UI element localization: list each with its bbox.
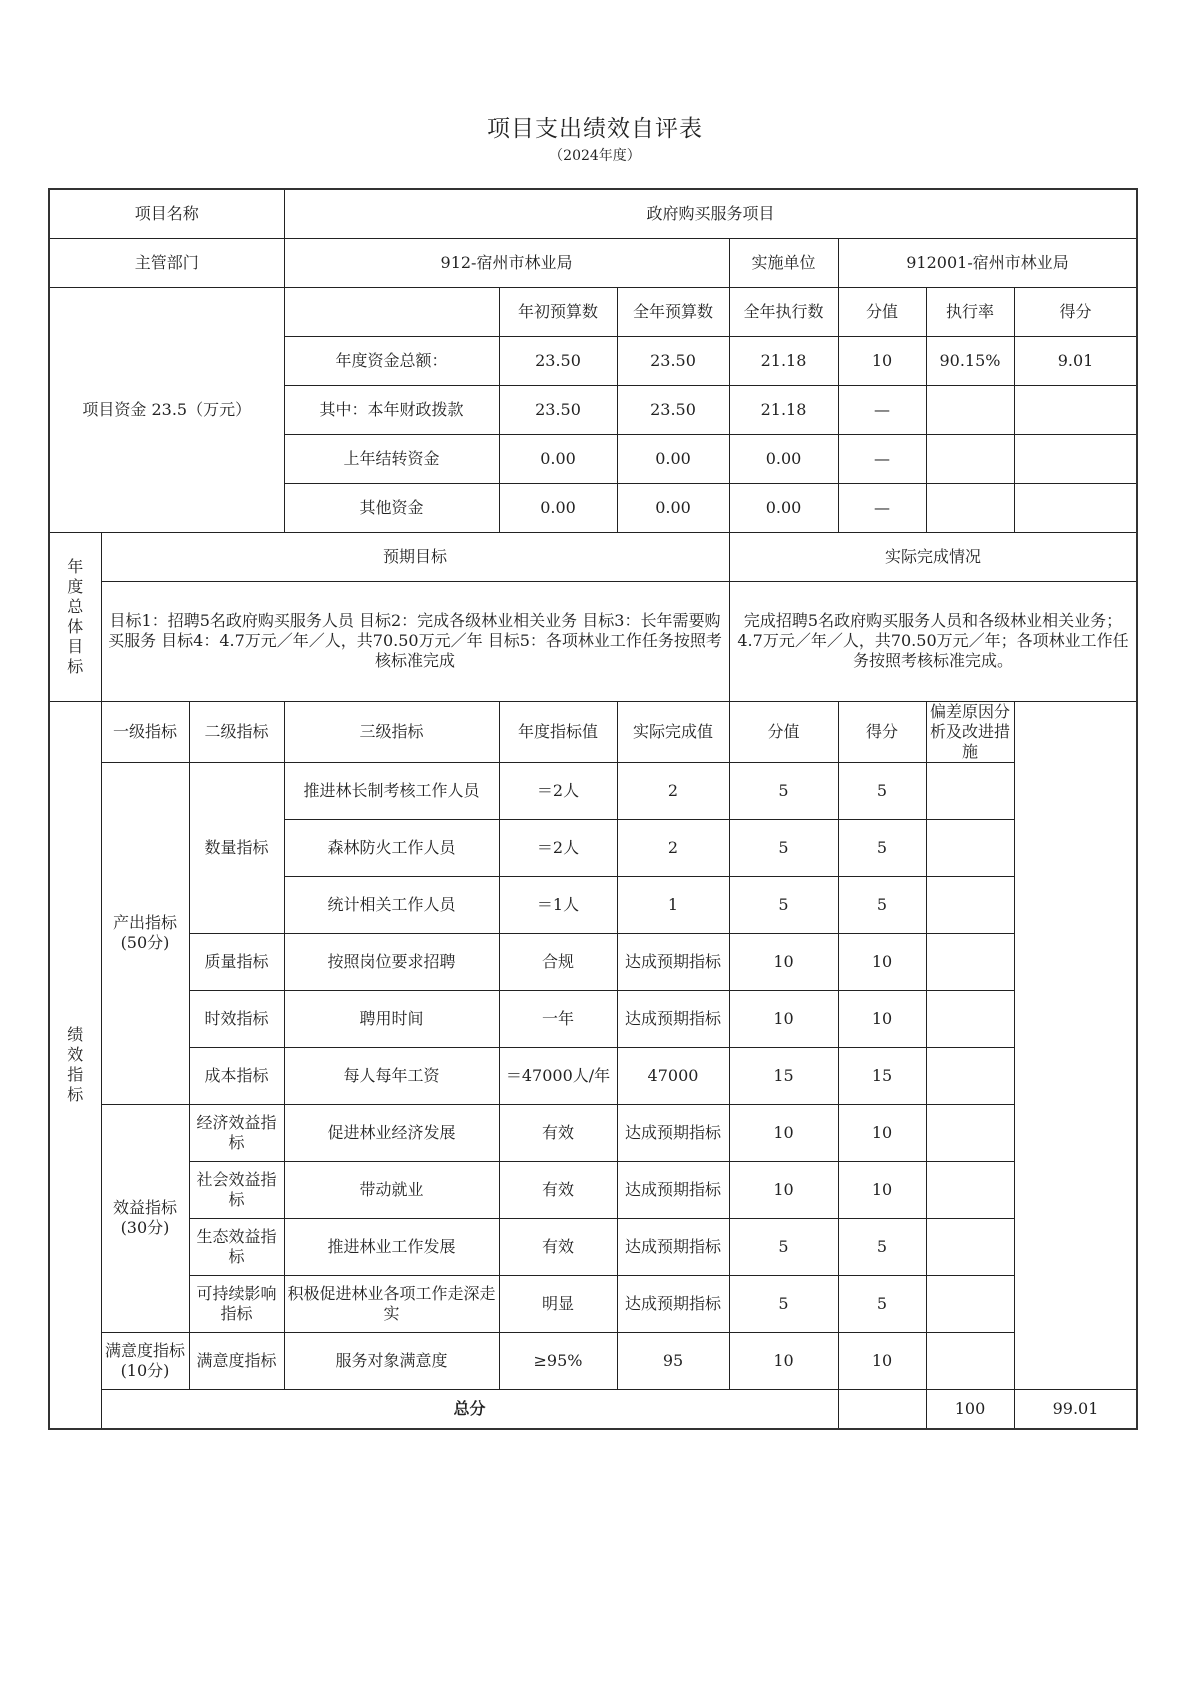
indicator-actual: 1 xyxy=(617,876,729,933)
funds-row-executed: 21.18 xyxy=(729,385,838,434)
indicator-target: 合规 xyxy=(499,933,617,990)
indicator-actual: 2 xyxy=(617,819,729,876)
level2-economic: 经济效益指标 xyxy=(189,1104,284,1161)
funds-row-initial: 23.50 xyxy=(499,336,617,385)
header-actual-value: 实际完成值 xyxy=(617,701,729,762)
funds-header-executed: 全年执行数 xyxy=(729,287,838,336)
indicator-target: ＝2人 xyxy=(499,819,617,876)
indicator-score: 10 xyxy=(838,933,926,990)
funds-row-score: 9.01 xyxy=(1014,336,1137,385)
funds-row-weight: — xyxy=(838,483,926,532)
indicator-name: 按照岗位要求招聘 xyxy=(284,933,499,990)
level2-quantity: 数量指标 xyxy=(189,762,284,933)
funds-row-annual: 0.00 xyxy=(617,434,729,483)
indicator-weight: 5 xyxy=(729,1275,838,1332)
indicator-target: 一年 xyxy=(499,990,617,1047)
indicator-name: 带动就业 xyxy=(284,1161,499,1218)
funds-row-initial: 23.50 xyxy=(499,385,617,434)
level1-satisfaction: 满意度指标(10分) xyxy=(101,1332,189,1389)
indicator-weight: 5 xyxy=(729,819,838,876)
funds-row-annual: 23.50 xyxy=(617,336,729,385)
indicator-note xyxy=(926,819,1014,876)
funds-row-rate: 90.15% xyxy=(926,336,1014,385)
indicator-row xyxy=(49,990,1137,1047)
indicator-note xyxy=(926,1161,1014,1218)
header-level2: 二级指标 xyxy=(189,701,284,762)
funds-row-weight: 10 xyxy=(838,336,926,385)
goals-header-row xyxy=(49,532,1137,581)
implementing-unit-value: 912001-宿州市林业局 xyxy=(838,238,1137,287)
indicator-note xyxy=(926,762,1014,819)
funds-header-initial-budget: 年初预算数 xyxy=(499,287,617,336)
funds-row-name: 其他资金 xyxy=(284,483,499,532)
indicator-row xyxy=(49,1047,1137,1104)
indicator-note xyxy=(926,1047,1014,1104)
expected-goals-text: 目标1：招聘5名政府购买服务人员 目标2：完成各级林业相关业务 目标3：长年需要购买服务 目标4：4.7万元／年／人，共70.50万元／年 目标5：各项林业工作任务按照考核标准完成 xyxy=(101,581,729,701)
funds-header-blank xyxy=(284,287,499,336)
self-evaluation-table xyxy=(48,188,1138,1430)
indicator-note xyxy=(926,1275,1014,1332)
indicator-target: 有效 xyxy=(499,1218,617,1275)
funds-row-name: 上年结转资金 xyxy=(284,434,499,483)
expected-goals-header: 预期目标 xyxy=(101,532,729,581)
level1-benefit: 效益指标(30分) xyxy=(101,1104,189,1332)
funds-header-score: 得分 xyxy=(1014,287,1137,336)
department-value: 912-宿州市林业局 xyxy=(284,238,729,287)
indicator-weight: 15 xyxy=(729,1047,838,1104)
annual-goals-side-label: 年 度 总 体 目 标 xyxy=(49,532,101,701)
indicator-note xyxy=(926,990,1014,1047)
header-score: 得分 xyxy=(838,701,926,762)
indicator-target: ＝2人 xyxy=(499,762,617,819)
funds-header-annual-budget: 全年预算数 xyxy=(617,287,729,336)
indicator-weight: 5 xyxy=(729,876,838,933)
indicator-name: 积极促进林业各项工作走深走实 xyxy=(284,1275,499,1332)
funds-row-weight: — xyxy=(838,385,926,434)
indicator-row xyxy=(49,1218,1137,1275)
indicator-weight: 10 xyxy=(729,1104,838,1161)
indicator-weight: 5 xyxy=(729,762,838,819)
indicator-row xyxy=(49,933,1137,990)
level2-satisfaction: 满意度指标 xyxy=(189,1332,284,1389)
level2-ecological: 生态效益指标 xyxy=(189,1218,284,1275)
indicator-score: 5 xyxy=(838,762,926,819)
indicator-actual: 2 xyxy=(617,762,729,819)
indicator-row xyxy=(49,1275,1137,1332)
header-deviation-analysis: 偏差原因分析及改进措施 xyxy=(926,701,1014,762)
indicator-actual: 95 xyxy=(617,1332,729,1389)
indicator-target: ＝47000人/年 xyxy=(499,1047,617,1104)
indicator-score: 5 xyxy=(838,819,926,876)
indicator-target: 有效 xyxy=(499,1104,617,1161)
funds-row-score xyxy=(1014,434,1137,483)
indicator-actual: 达成预期指标 xyxy=(617,990,729,1047)
goals-content-row xyxy=(49,581,1137,701)
indicator-target: ≥95% xyxy=(499,1332,617,1389)
funds-row-rate xyxy=(926,434,1014,483)
header-level1: 一级指标 xyxy=(101,701,189,762)
funds-header-row xyxy=(49,287,1137,336)
funds-row-name: 其中：本年财政拨款 xyxy=(284,385,499,434)
project-name-value: 政府购买服务项目 xyxy=(284,189,1137,238)
total-weight: 100 xyxy=(926,1389,1014,1429)
funds-row-executed: 0.00 xyxy=(729,434,838,483)
indicator-score: 10 xyxy=(838,990,926,1047)
funds-row-initial: 0.00 xyxy=(499,483,617,532)
total-row xyxy=(49,1389,1137,1429)
indicator-target: 明显 xyxy=(499,1275,617,1332)
indicator-note xyxy=(926,933,1014,990)
indicator-score: 10 xyxy=(838,1161,926,1218)
level2-timeliness: 时效指标 xyxy=(189,990,284,1047)
total-label: 总分 xyxy=(101,1389,838,1429)
indicator-row xyxy=(49,1332,1137,1389)
indicator-score: 10 xyxy=(838,1332,926,1389)
indicator-row xyxy=(49,762,1137,819)
indicator-actual: 47000 xyxy=(617,1047,729,1104)
funds-row-executed: 0.00 xyxy=(729,483,838,532)
indicator-name: 统计相关工作人员 xyxy=(284,876,499,933)
indicator-score: 15 xyxy=(838,1047,926,1104)
indicator-score: 10 xyxy=(838,1104,926,1161)
level2-cost: 成本指标 xyxy=(189,1047,284,1104)
indicator-name: 推进林业工作发展 xyxy=(284,1218,499,1275)
page-title: 项目支出绩效自评表 xyxy=(487,116,703,142)
actual-completion-text: 完成招聘5名政府购买服务人员和各级林业相关业务；4.7万元／年／人，共70.50万元／年；各项林业工作任务按照考核标准完成。 xyxy=(729,581,1137,701)
header-weight: 分值 xyxy=(729,701,838,762)
funds-row-initial: 0.00 xyxy=(499,434,617,483)
page-subtitle-year: （2024年度） xyxy=(549,148,641,164)
indicator-target: ＝1人 xyxy=(499,876,617,933)
funds-row-score xyxy=(1014,385,1137,434)
indicator-score: 5 xyxy=(838,1218,926,1275)
funds-row-annual: 0.00 xyxy=(617,483,729,532)
project-name-label: 项目名称 xyxy=(49,189,284,238)
level2-sustainable: 可持续影响指标 xyxy=(189,1275,284,1332)
indicator-note xyxy=(926,1218,1014,1275)
indicator-score: 5 xyxy=(838,1275,926,1332)
indicator-weight: 10 xyxy=(729,933,838,990)
project-name-row xyxy=(49,189,1137,238)
indicator-row xyxy=(49,1104,1137,1161)
indicator-actual: 达成预期指标 xyxy=(617,1104,729,1161)
indicator-score: 5 xyxy=(838,876,926,933)
indicator-name: 服务对象满意度 xyxy=(284,1332,499,1389)
indicator-name: 促进林业经济发展 xyxy=(284,1104,499,1161)
funds-header-weight: 分值 xyxy=(838,287,926,336)
funds-row-rate xyxy=(926,483,1014,532)
indicator-note xyxy=(926,876,1014,933)
total-actual-blank xyxy=(838,1389,926,1429)
indicator-actual: 达成预期指标 xyxy=(617,933,729,990)
actual-completion-header: 实际完成情况 xyxy=(729,532,1137,581)
department-label: 主管部门 xyxy=(49,238,284,287)
funds-row-executed: 21.18 xyxy=(729,336,838,385)
indicator-name: 推进林长制考核工作人员 xyxy=(284,762,499,819)
indicator-weight: 10 xyxy=(729,990,838,1047)
implementing-unit-label: 实施单位 xyxy=(729,238,838,287)
header-level3: 三级指标 xyxy=(284,701,499,762)
funds-row-score xyxy=(1014,483,1137,532)
level1-output: 产出指标(50分) xyxy=(101,762,189,1104)
level2-social: 社会效益指标 xyxy=(189,1161,284,1218)
indicator-actual: 达成预期指标 xyxy=(617,1161,729,1218)
total-score: 99.01 xyxy=(1014,1389,1137,1429)
indicator-note xyxy=(926,1104,1014,1161)
indicators-header-row xyxy=(49,701,1137,762)
indicator-note xyxy=(926,1332,1014,1389)
indicator-row xyxy=(49,1161,1137,1218)
performance-indicators-side-label: 绩 效 指 标 xyxy=(49,701,101,1429)
funds-row-rate xyxy=(926,385,1014,434)
project-funds-label: 项目资金 23.5（万元） xyxy=(49,287,284,532)
indicator-name: 聘用时间 xyxy=(284,990,499,1047)
funds-row-annual: 23.50 xyxy=(617,385,729,434)
indicator-target: 有效 xyxy=(499,1161,617,1218)
level2-quality: 质量指标 xyxy=(189,933,284,990)
indicator-actual: 达成预期指标 xyxy=(617,1275,729,1332)
indicator-name: 森林防火工作人员 xyxy=(284,819,499,876)
funds-row-name: 年度资金总额： xyxy=(284,336,499,385)
header-annual-target: 年度指标值 xyxy=(499,701,617,762)
funds-row-weight: — xyxy=(838,434,926,483)
indicator-weight: 5 xyxy=(729,1218,838,1275)
indicator-weight: 10 xyxy=(729,1332,838,1389)
indicator-weight: 10 xyxy=(729,1161,838,1218)
indicator-name: 每人每年工资 xyxy=(284,1047,499,1104)
funds-header-rate: 执行率 xyxy=(926,287,1014,336)
indicator-actual: 达成预期指标 xyxy=(617,1218,729,1275)
department-row xyxy=(49,238,1137,287)
